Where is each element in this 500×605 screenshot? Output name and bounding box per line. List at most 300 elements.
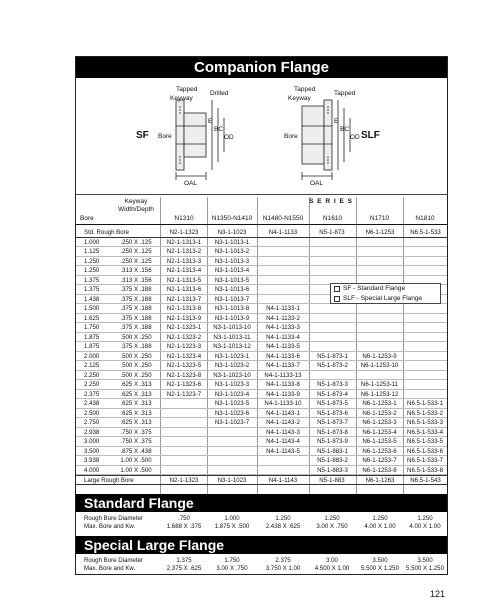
table-cell: 1.875 X .500 [214, 523, 250, 530]
bore-cell: 2.250 [84, 381, 100, 388]
table-cell: N6.5-1-533-6 [407, 447, 443, 455]
col-heading: N1350-N1410 [211, 215, 253, 222]
table-cell: N3-1-1013-3 [214, 257, 250, 265]
table-cell: N4-1-1143-4 [266, 438, 300, 445]
row-label: Max. Bore and Kw. [84, 523, 136, 530]
bore-cell: 2.438 [84, 400, 100, 407]
table-cell: N5-1-873-8 [317, 428, 348, 436]
table-cell: N3-1-1023-1 [214, 352, 250, 360]
table-row [76, 228, 447, 238]
table-cell: N4-1-1133-5 [266, 343, 300, 350]
table-cell: 3.00 X .750 [316, 523, 348, 530]
table-cell: N6-1-1253-1 [362, 400, 397, 407]
table-cell [403, 371, 447, 381]
table-cell: .750 [178, 515, 190, 522]
table-cell [257, 295, 309, 305]
bore-cell: 3.000 [84, 438, 100, 445]
table-cell: 1.000 [224, 515, 240, 522]
bore-cell: 1.625 [84, 314, 100, 322]
bore-cell: 1.000 [84, 238, 100, 246]
table-cell: N6-1-1253-9 [362, 352, 397, 360]
table-cell: 5.500 X 1.250 [361, 565, 399, 572]
table-row [76, 523, 447, 531]
table-cell [257, 247, 309, 257]
table-cell: N4-1-1133-4 [266, 333, 300, 341]
table-cell [356, 247, 403, 257]
slf-label: SLF [361, 130, 380, 141]
slf-tapped-label: Tapped [294, 86, 316, 93]
table-cell: 1.250 [275, 515, 291, 522]
row-label: Max. Bore and Kw. [84, 565, 136, 572]
slf-bore-label: Bore [284, 133, 298, 140]
table-cell: N4-1-1143-3 [266, 428, 300, 436]
table-cell [403, 257, 447, 267]
table-cell: N3-1-1013-1 [214, 238, 250, 246]
col-heading: N1810 [415, 215, 435, 222]
col-heading: N1610 [322, 215, 343, 222]
keyway-cell: .500 X .250 [120, 371, 152, 379]
width-depth-heading: Width/Depth [118, 206, 154, 213]
table-row [76, 428, 447, 438]
table-cell [162, 456, 206, 466]
table-cell: 1.375 [176, 557, 192, 564]
table-cell [356, 323, 403, 333]
table-cell: N5-1-873-7 [317, 419, 348, 426]
keyway-cell: .375 X .188 [120, 324, 152, 331]
slf-bc-label: BC [340, 126, 350, 133]
table-row [76, 342, 447, 352]
table-cell: N4-1-1133-2 [266, 314, 300, 322]
table-row [76, 456, 447, 466]
table-cell: N3-1-1013-7 [214, 295, 250, 303]
table-cell: N6-1-1253-11 [360, 381, 399, 388]
keyway-cell: .375 X .188 [120, 314, 152, 322]
table-cell [207, 428, 257, 438]
table-cell [257, 257, 309, 267]
table-cell: N6.5-1-533-3 [407, 419, 443, 426]
slf-od-label: OD [350, 134, 360, 141]
table-cell: N2-1-1323 [169, 229, 199, 236]
table-cell [309, 257, 356, 267]
table-cell [309, 371, 356, 381]
table-cell: N2-1-1323 [169, 477, 199, 484]
table-cell: N6-1-1263 [365, 477, 395, 484]
table-row [76, 323, 447, 333]
table-cell [403, 266, 447, 276]
keyway-cell: .625 X .313 [120, 409, 152, 417]
table-cell [403, 323, 447, 333]
table-cell: N4-1-1143-5 [266, 447, 300, 455]
table-header [76, 197, 447, 225]
table-cell: N2-1-1323-1 [166, 324, 202, 331]
table-cell: 4.500 X 1.00 [314, 565, 350, 572]
table-cell [162, 428, 206, 438]
table-cell: N5-1-873 [319, 229, 345, 236]
table-cell [207, 466, 257, 476]
table-cell: N4-1-1133-3 [266, 324, 300, 331]
keyway-cell: .313 X .156 [120, 276, 152, 284]
keyway-cell: .250 X .125 [120, 238, 152, 246]
table-cell: 3.500 [372, 557, 388, 564]
table-row [76, 390, 447, 400]
table-cell [356, 314, 403, 324]
table-row [76, 466, 447, 476]
table-cell: N6.5-1-533-2 [407, 409, 443, 417]
table-cell [403, 238, 447, 248]
table-cell: N6.5-1-543 [410, 477, 441, 484]
sf-keyway-label: Keyway [170, 95, 193, 102]
table-cell: N5-1-883-1 [317, 447, 348, 455]
table-cell: N6.5-1-533-4 [407, 428, 443, 436]
table-cell: N2-1-1323-7 [166, 390, 202, 398]
keyway-cell: .375 X .188 [120, 286, 152, 293]
table-cell: N4-1-1133-1 [266, 305, 300, 312]
table-row [76, 247, 447, 257]
table-cell: N4-1-1143-1 [266, 409, 300, 417]
table-cell: N4-1-1143 [268, 477, 298, 484]
table-cell [162, 447, 206, 457]
special-flange-table [76, 557, 447, 573]
table-cell [356, 333, 403, 343]
table-cell: N5-1-873-9 [317, 438, 348, 445]
table-cell: 5.500 X 1.250 [406, 565, 444, 572]
table-cell [309, 304, 356, 314]
slf-e-label: E [334, 118, 339, 125]
bore-cell: 1.375 [84, 276, 100, 284]
sf-tapped-label: Tapped [176, 86, 198, 93]
table-cell: 2.438 X .625 [265, 523, 301, 530]
table-row [76, 304, 447, 314]
table-cell [257, 276, 309, 286]
table-cell: N6-1-1253-3 [362, 419, 397, 426]
table-cell [207, 437, 257, 447]
table-cell: N6-1-1253-8 [362, 466, 397, 474]
table-row [76, 238, 447, 248]
table-cell: N4-1-1133 [268, 229, 298, 236]
table-cell: 1.250 [324, 515, 340, 522]
table-cell: N3-1-1013-8 [214, 305, 250, 312]
table-row [76, 361, 447, 371]
sf-bc-label: BC [214, 126, 224, 133]
keyway-cell: .375 X .188 [120, 305, 152, 312]
table-cell [356, 266, 403, 276]
table-cell: 1.750 [224, 557, 240, 564]
keyway-cell: .500 X .250 [120, 362, 152, 369]
col-heading: N1310 [174, 215, 194, 222]
sf-od-label: OD [224, 134, 234, 141]
keyway-cell: .750 X .375 [120, 428, 152, 436]
table-row [76, 266, 447, 276]
sf-oal-label: OAL [184, 180, 198, 187]
table-cell: 3.750 X 1.00 [265, 565, 301, 572]
table-cell: N2-1-1313-6 [166, 286, 202, 293]
bore-cell: 2.500 [84, 409, 100, 417]
table-cell: N6-1-1253-7 [362, 457, 397, 464]
table-cell [403, 342, 447, 352]
table-cell [403, 304, 447, 314]
table-cell: N5-1-873-1 [317, 352, 348, 360]
row-label: Large Rough Bore [84, 477, 134, 484]
table-cell: N2-1-1323-2 [166, 333, 202, 341]
table-row [76, 257, 447, 267]
bore-cell: 2.375 [84, 390, 100, 398]
keyway-cell: .313 X .156 [120, 267, 152, 274]
col-heading: N1710 [369, 215, 390, 222]
table-cell: N6-1-1253-6 [362, 447, 397, 455]
table-cell: N6.5-1-533-5 [407, 438, 443, 445]
legend-item: SF - Standard Flange [331, 284, 440, 294]
table-cell: N5-1-873-6 [317, 409, 348, 417]
table-cell: 4.00 X 1.00 [364, 523, 396, 530]
table-cell [162, 466, 206, 476]
table-cell: 3.00 [326, 557, 338, 564]
bore-cell: 2.938 [84, 428, 100, 436]
bore-cell: 1.500 [84, 305, 100, 312]
table-cell: N4-1-1143-2 [266, 419, 300, 426]
table-cell: N5-1-883-3 [317, 466, 348, 474]
table-row [76, 399, 447, 409]
table-cell: 3.00 X .750 [216, 565, 248, 572]
table-cell: N3-1-1023-5 [214, 400, 250, 407]
slf-oal-label: OAL [310, 180, 324, 187]
section-title: Special Large Flange [76, 536, 447, 554]
bore-cell: 1.375 [84, 286, 100, 293]
table-cell: N4-1-1133-7 [266, 362, 300, 369]
table-cell: 1.250 [372, 515, 388, 522]
table-cell: N2-1-1313-3 [166, 257, 202, 265]
table-cell: N2-1-1313-1 [166, 238, 202, 246]
sf-drilled-label: Drilled [210, 90, 229, 97]
table-cell: N3-1-1023-2 [214, 362, 250, 369]
bore-cell: 3.938 [84, 457, 100, 464]
table-cell [162, 409, 206, 419]
table-cell: N6.5-1-533-7 [407, 457, 443, 464]
table-cell [356, 342, 403, 352]
table-row [76, 475, 447, 485]
table-row [76, 447, 447, 457]
table-cell: N6.5-1-533 [410, 229, 441, 236]
table-cell: N2-1-1313-4 [166, 267, 202, 274]
table-cell [309, 238, 356, 248]
table-row [76, 515, 447, 523]
table-cell: N5-1-883 [319, 477, 345, 484]
table-cell [207, 456, 257, 466]
table-cell: N3-1-1023 [217, 477, 247, 484]
table-cell: N6.5-1-533-1 [407, 400, 443, 407]
slf-tapped2-label: Tapped [334, 90, 356, 97]
table-row [76, 565, 447, 573]
table-cell: N4-1-1133-8 [266, 381, 300, 388]
keyway-cell: .500 X .250 [120, 333, 152, 341]
bore-cell: 1.250 [84, 267, 100, 274]
table-cell [356, 371, 403, 381]
table-cell [257, 466, 309, 476]
flange-diagram [76, 78, 447, 195]
bore-cell: 2.750 [84, 419, 100, 426]
bore-cell: 2.000 [84, 352, 100, 360]
keyway-cell: .625 X .313 [120, 400, 152, 407]
series-heading: S E R I E S [309, 198, 353, 205]
table-cell: 1.688 X .375 [166, 523, 202, 530]
table-cell [356, 257, 403, 267]
table-cell [356, 238, 403, 248]
table-cell: N6-1-1253-10 [360, 362, 399, 369]
flange-drawing [76, 78, 447, 195]
table-cell [309, 247, 356, 257]
table-cell [309, 342, 356, 352]
table-cell [257, 266, 309, 276]
table-row [76, 380, 447, 390]
sf-e-label: E [208, 118, 213, 125]
table-cell: N5-1-873-5 [317, 400, 348, 407]
table-cell: N3-1-1013-11 [213, 333, 251, 341]
table-cell: 3.500 [417, 557, 433, 564]
table-cell [403, 390, 447, 400]
table-cell: N2-1-1323-6 [166, 381, 202, 388]
keyway-cell: .375 X .188 [120, 295, 152, 303]
table-cell: N2-1-1313-2 [166, 248, 202, 255]
table-cell: N6-1-1253-4 [362, 428, 397, 436]
bore-cell: 1.875 [84, 333, 100, 341]
bore-cell: 1.750 [84, 324, 100, 331]
table-cell [162, 418, 206, 428]
table-cell: N3-1-1013-10 [213, 324, 251, 331]
table-cell: 1.250 [417, 515, 433, 522]
keyway-heading: Keyway [124, 198, 148, 205]
table-cell: N3-1-1023-10 [213, 371, 251, 379]
table-cell [309, 266, 356, 276]
keyway-cell: .625 X .313 [120, 381, 152, 388]
table-cell [403, 333, 447, 343]
keyway-cell: 1.00 X .500 [120, 466, 152, 474]
table-cell: N3-1-1013-6 [214, 286, 250, 293]
page-title: Companion Flange [76, 57, 447, 78]
table-cell: N5-1-873-3 [317, 381, 348, 388]
table-row [76, 437, 447, 447]
bore-cell: 4.000 [84, 466, 100, 474]
table-cell: N5-1-873-4 [317, 390, 348, 398]
keyway-cell: 1.00 X .500 [120, 457, 152, 464]
table-cell [356, 304, 403, 314]
table-cell: N6-1-1253 [365, 229, 395, 236]
keyway-cell: .625 X .313 [120, 419, 152, 426]
page-number: 121 [430, 589, 446, 599]
legend-item: SLF - Special Large Flange [331, 294, 440, 304]
col-heading: N1480-N1550 [262, 215, 304, 222]
table-cell [403, 247, 447, 257]
table-cell [403, 361, 447, 371]
table-cell: N3-1-1013-5 [214, 276, 250, 284]
table-cell [257, 285, 309, 295]
table-cell [257, 238, 309, 248]
table-cell [207, 447, 257, 457]
table-cell: N2-1-1313-7 [166, 295, 202, 303]
bore-heading: Bore [80, 215, 94, 222]
table-cell: N2-1-1323-3 [166, 343, 202, 350]
table-row [76, 333, 447, 343]
table-cell: N6-1-1253-12 [360, 390, 399, 398]
table-cell: N3-1-1013-9 [214, 314, 250, 322]
bore-cell: 1.438 [84, 295, 100, 303]
table-cell [403, 380, 447, 390]
checkbox-icon [334, 296, 340, 302]
table-cell: N4-1-1133-10 [264, 400, 302, 407]
table-cell: N2-1-1313-9 [166, 314, 202, 322]
table-cell: N2-1-1323-8 [166, 371, 202, 379]
table-cell: N2-1-1313-5 [166, 276, 202, 284]
table-cell: 2.375 X .625 [166, 565, 202, 572]
keyway-cell: .750 X .375 [120, 438, 152, 445]
table-cell [162, 399, 206, 409]
bore-cell: 3.500 [84, 447, 100, 455]
table-cell [309, 323, 356, 333]
checkbox-icon [334, 286, 340, 292]
sf-label: SF [136, 130, 149, 141]
part-table [76, 228, 447, 485]
table-cell [403, 314, 447, 324]
table-cell: N3-1-1013-4 [214, 267, 250, 274]
table-cell: N3-1-1023-3 [214, 381, 250, 388]
table-cell: N6.5-1-533-8 [407, 466, 443, 474]
table-cell [257, 456, 309, 466]
table-cell: 4.00 X 1.00 [409, 523, 441, 530]
bore-cell: 1.125 [84, 248, 100, 255]
table-cell: N3-1-1013-12 [213, 343, 251, 350]
table-cell: N6-1-1253-5 [362, 438, 397, 445]
table-row [76, 352, 447, 362]
row-label: Rough Bore Diameter [84, 515, 143, 522]
sf-bore-label: Bore [158, 133, 172, 140]
table-cell: N4-1-1133-13 [264, 371, 302, 379]
table-cell: N4-1-1133-9 [266, 390, 300, 398]
slf-keyway-label: Keyway [288, 95, 311, 102]
keyway-cell: .625 X .313 [120, 390, 152, 398]
keyway-cell: .250 X .125 [120, 248, 152, 255]
table-cell [403, 352, 447, 362]
bore-cell: 1.250 [84, 257, 100, 265]
row-label: Std. Rough Bore [84, 229, 130, 236]
table-cell: N2-1-1323-5 [166, 362, 202, 369]
keyway-cell: .875 X .438 [120, 447, 152, 455]
table-cell: N3-1-1023 [217, 229, 247, 236]
table-cell: N4-1-1133-6 [266, 352, 300, 360]
bore-cell: 2.250 [84, 371, 100, 379]
table-row [76, 371, 447, 381]
table-row [76, 314, 447, 324]
table-cell: N2-1-1313-8 [166, 305, 202, 312]
table-cell: 2.375 [275, 557, 291, 564]
table-cell: N3-1-1013-2 [214, 248, 250, 255]
row-label: Rough Bore Diameter [84, 557, 143, 564]
table-row [76, 418, 447, 428]
keyway-cell: .500 X .250 [120, 352, 152, 360]
table-cell: N3-1-1023-4 [214, 390, 250, 398]
table-cell: N5-1-873-2 [317, 362, 348, 369]
catalog-frame [75, 56, 448, 575]
legend [330, 283, 441, 304]
keyway-cell: .250 X .125 [120, 257, 152, 265]
standard-flange-table [76, 515, 447, 531]
table-cell: N3-1-1023-7 [214, 419, 250, 426]
table-row [76, 409, 447, 419]
table-cell [309, 314, 356, 324]
table-cell: N3-1-1023-6 [214, 409, 250, 417]
table-cell: N2-1-1323-4 [166, 352, 202, 360]
keyway-cell: .375 X .188 [120, 343, 152, 350]
table-cell [162, 437, 206, 447]
table-cell: N5-1-883-2 [317, 457, 348, 464]
table-cell: N6-1-1253-2 [362, 409, 397, 417]
